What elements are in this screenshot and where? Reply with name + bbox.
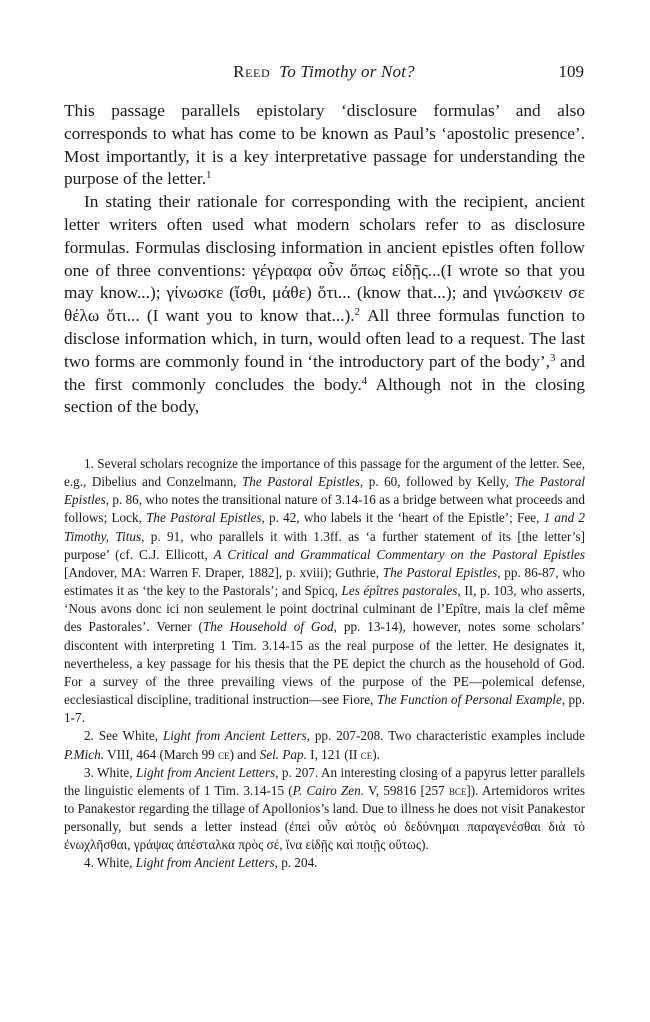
footnote-text: V, 59816 [257 [364,782,449,798]
citation-title: 1 and 2 Timothy, Titus [64,510,586,544]
footnote-text: , p. 86, who notes the transitional nature of 3.14-16 as a bridge between what proceeds and follows; Lock, [64,492,585,526]
paragraph-2 [64,191,585,419]
footnote-ref-3: 3 [549,351,556,364]
paragraph-2-text-d: Although not in the closing section of the body, [64,374,585,417]
footnote-text: ) and [229,746,260,762]
footnote-text: , p. 204. [274,855,318,871]
footnote-text: White, [93,855,136,871]
footnote-text: , II, p. 103, who asserts, ‘Nous avons donc ici non seulement le point doctrinal culminant de l’Epître, mais la clef même des Pastorales’. Verner ( [64,583,585,635]
citation-title: A Critical and Grammatical Commentary on the Pastoral Epistles [213,546,585,562]
citation-title: The Pastoral Epistles [382,564,498,580]
footnote-ref-4: 4 [361,374,368,387]
citation-title: The Household of God [202,619,334,635]
footnote-number: 1. [84,456,94,471]
footnote-text: VIII, 464 (March 99 [104,746,219,762]
citation-title: Les épîtres pastorales [341,583,458,599]
running-head-author: Reed [233,62,271,81]
paragraph-2-text-b: All three formulas function to disclose information which, in turn, would often lead to a request. The last two forms are commonly found in ‘the introductory part of the body’, [64,306,586,371]
citation-title: The Pastoral Epistles [241,474,360,490]
footnote-ref-2: 2 [354,306,360,319]
footnote-text: ). [372,746,380,762]
footnote-text: I, 121 (II [306,746,361,762]
citation-title: Sel. Pap. [259,746,307,762]
citation-title: P. Cairo Zen. [292,782,365,798]
footnote-1 [64,455,585,727]
footnote-text: ]). Artemidoros writes to Panakestor regarding the tillage of Apollonios’s land. Due to illness he does not visit Panakestor personally, but sends a letter instead (ἐπεὶ οὖν αὐτὸς οὐ δεδύνημαι παραγενέσθαι διὰ τὸ ἐνωχλῆσθαι, γράψας ἀπέσταλκα πρὸς σέ, ἵνα εἰδῇς καὶ ποιῇς οὕτως). [64,782,585,853]
running-head-title [64,62,584,82]
footnote-text: White, [93,764,136,780]
citation-title: The Pastoral Epistles [146,510,262,526]
footnote-text: , p. 42, who labels it the ‘heart of the Epistle’; Fee, [261,510,544,526]
citation-title: Light from Ancient Letters [135,855,275,871]
footnote-text: , p. 91, who parallels it with 1.3ff. as ‘a further statement of its [the letter’s] purpose’ (cf. C.J. Ellicott, [64,528,585,562]
era-abbrev: ce [360,746,373,762]
footnote-text: , pp. 1-7. [64,692,585,726]
paragraph-1-text: This passage parallels epistolary ‘disclosure formulas’ and also corresponds to what has come to be known as Paul’s ‘apostolic presence’. Most importantly, it is a key interpretative passage for understanding the purpose of the letter. [64,101,585,189]
footnote-4 [64,854,585,872]
citation-title: Light from Ancient Letters [162,728,307,744]
footnote-2 [64,727,585,763]
citation-title: The Function of Personal Example [376,692,562,708]
paragraph-1 [64,100,585,191]
main-text [64,100,585,419]
footnote-text: , pp. 13-14), however, notes some scholars’ discontent with interpreting 1 Tim. 3.14-15 as the real purpose of the letter. He designates it, nevertheless, a key passage for his thesis that the PE depict the church as the household of God. For a survey of the three prevailing views of the purpose of the PE—polemical defense, ecclesiastical discipline, traditional instruction—see Fiore, [64,619,585,708]
footnote-text: Several scholars recognize the importance of this passage for the argument of the letter. See, e.g., Dibelius and Conzelmann, [64,456,585,490]
page-number: 109 [558,62,584,81]
footnote-text: , pp. 207-208. Two characteristic examples include [306,728,585,744]
paragraph-2-text-c: and the first commonly concludes the body. [64,351,585,394]
footnote-text: , p. 60, followed by Kelly, [359,474,515,490]
paragraph-2-text-a: In stating their rationale for corresponding with the recipient, ancient letter writers often used what modern scholars refer to as disclosure formulas. Formulas disclosing information in ancient epistles often follow one of three conventions: γέγραφα οὖν ὅπως εἰδῇς...(I wrote so that you may know...); γίνωσκε (ἴσθι, μάθε) ὅτι... (know that...); and γινώσκειν σε θέλω ὅτι... (I want you to know that...). [64,192,585,326]
footnote-3 [64,764,585,855]
footnotes [64,455,585,873]
citation-title: P.Mich. [64,746,105,762]
era-abbrev: ce [218,746,230,762]
footnote-text: [Andover, MA: Warren F. Draper, 1882], p. xviii); Guthrie, [64,564,383,580]
footnote-number: 2. [84,728,94,744]
footnote-text: See White, [93,728,163,744]
footnote-number: 3. [84,764,94,780]
footnote-ref-1: 1 [206,169,212,182]
citation-title: Light from Ancient Letters [136,764,276,780]
running-head [64,62,584,86]
footnote-text: , pp. 86-87, who estimates it as ‘the key to the Pastorals’; and Spicq, [64,564,586,599]
footnote-number: 4. [84,855,94,871]
citation-title: The Pastoral Epistles [64,474,586,508]
footnote-text: , p. 207. An interesting closing of a papyrus letter parallels the linguistic elements of 1 Tim. 3.14-15 ( [64,764,586,798]
era-abbrev: bce [448,782,467,798]
running-head-article-title: To Timothy or Not? [279,62,415,81]
